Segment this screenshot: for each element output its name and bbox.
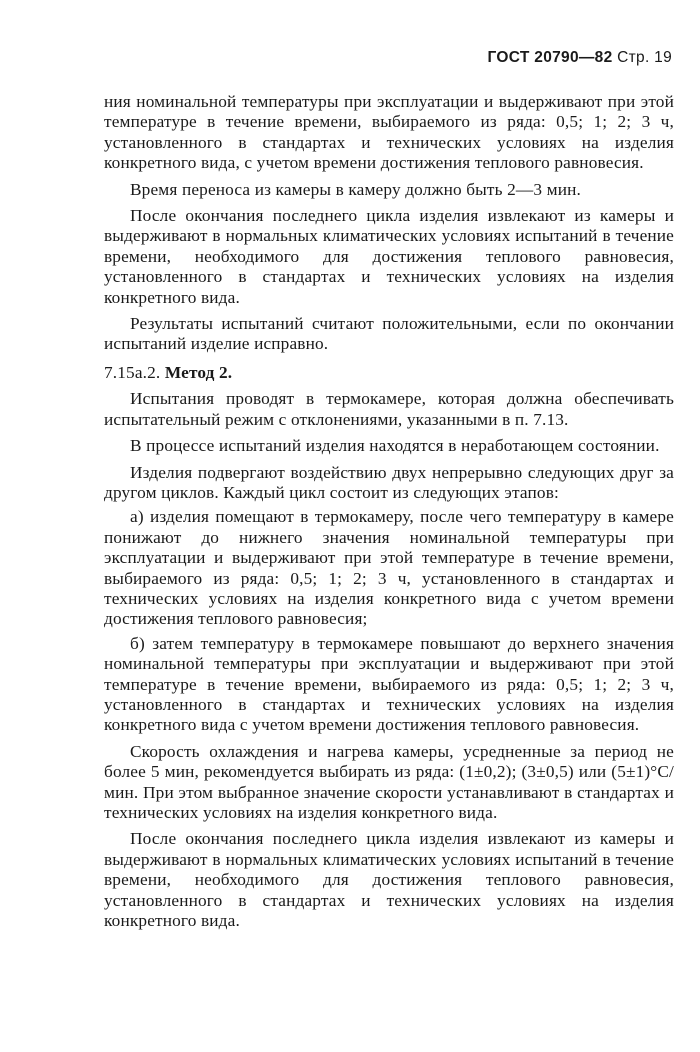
paragraph-results: Результаты испытаний считают положительными, если по окончании испытаний изделие исправно. — [104, 314, 674, 354]
paragraph-cycles: Изделия подвергают воздействию двух непрерывно следующих друг за другом циклов. Каждый цикл состоит из следующих этапов: — [104, 462, 674, 502]
paragraph-test-chamber: Испытания проводят в термокамере, которая должна обеспечивать испытательный режим с отклонениями, указанными в п. 7.13. — [104, 389, 674, 429]
section-title: Метод 2. — [164, 362, 233, 382]
paragraph-non-operating: В процессе испытаний изделия находятся в неработающем состоянии. — [130, 436, 660, 456]
running-header — [488, 49, 672, 67]
paragraph-continuation: ния номинальной температуры при эксплуатации и выдерживают при этой температуре в течение времени, выбираемого из ряда: 0,5; 1; 2; 3 ч, установленного в стандартах и технических условиях на изделия конкретного вида, с учетом времени достижения теплового равновесия. — [104, 92, 674, 173]
paragraph-rate: Скорость охлаждения и нагрева камеры, усредненные за период не более 5 мин, рекомендуется выбирать из ряда: (1±0,2); (3±0,5) или (5±1)°С/мин. При этом выбранное значение скорости устанавливают в стандартах и технических условиях на изделия конкретного вида. — [104, 741, 674, 822]
paragraph-after-last-cycle: После окончания последнего цикла изделия извлекают из камеры и выдерживают в нормальных климатических условиях испытаний в течение времени, необходимого для достижения теплового равновесия, установленного в стандартах и технических условиях на изделия конкретного вида. — [104, 206, 674, 307]
paragraph-transfer-time: Время переноса из камеры в камеру должно быть 2—3 мин. — [130, 179, 581, 199]
paragraph-final: После окончания последнего цикла изделия извлекают из камеры и выдерживают в нормальных климатических условиях испытаний в течение времени, необходимого для достижения теплового равновесия, установленного в стандартах и технических условиях на изделия конкретного вида. — [104, 829, 674, 931]
section-number: 7.15а.2. — [104, 362, 161, 382]
section-heading — [104, 363, 674, 383]
list-item-b: б) затем температуру в термокамере повышают до верхнего значения номинальной температуры при эксплуатации и выдерживают при этой температуре в течение времени, выбираемого из ряда: 0,5; 1; 2; 3 ч, установленного в стандартах и технических условиях на изделия конкретного вида с учетом времени достижения теплового равновесия. — [104, 633, 674, 735]
page-number: Стр. 19 — [617, 49, 672, 66]
standard-number: ГОСТ 20790—82 — [487, 49, 613, 66]
list-item-a: а) изделия помещают в термокамеру, после чего температуру в камере понижают до нижнего значения номинальной температуры при эксплуатации и выдерживают при этой температуре в течение времени, выбираемого из ряда: 0,5; 1; 2; 3 ч, установленного в стандартах и технических условиях на изделия конкретного вида с учетом времени достижения теплового равновесия; — [104, 507, 674, 629]
document-body — [104, 92, 674, 931]
